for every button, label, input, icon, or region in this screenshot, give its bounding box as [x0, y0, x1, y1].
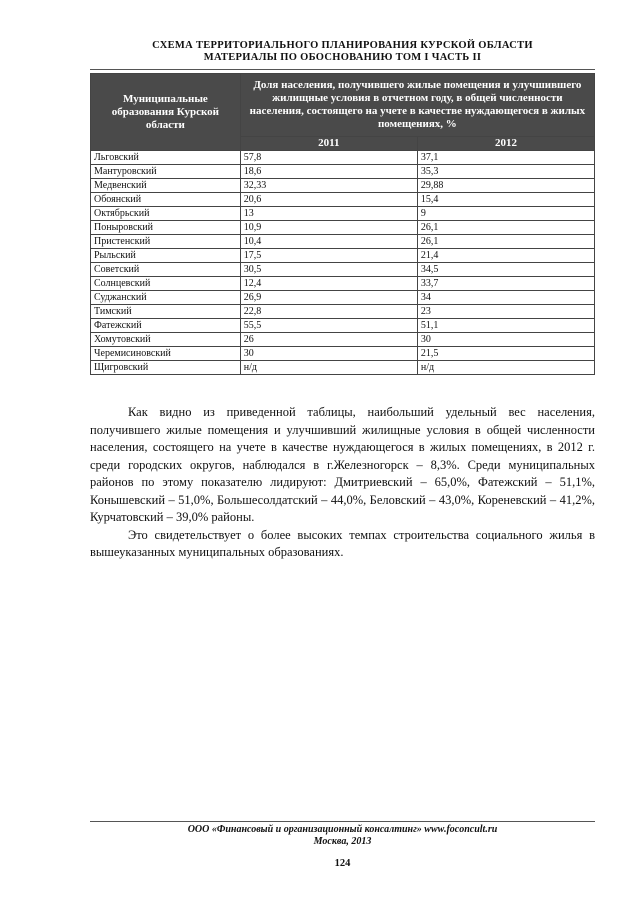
table-row	[91, 347, 595, 361]
header-title: СХЕМА ТЕРРИТОРИАЛЬНОГО ПЛАНИРОВАНИЯ КУРСКОЙ ОБЛАСТИ	[152, 40, 533, 51]
value-2012-cell: 26,1	[417, 235, 594, 249]
value-2012-cell: 33,7	[417, 277, 594, 291]
table-row	[91, 179, 595, 193]
municipality-cell: Мантуровский	[91, 165, 241, 179]
municipality-cell: Льговский	[91, 151, 241, 165]
value-2012-cell: 26,1	[417, 221, 594, 235]
population-housing-table	[90, 73, 595, 375]
value-2011-cell: 30,5	[240, 263, 417, 277]
page-footer	[90, 824, 595, 848]
value-2011-cell: 55,5	[240, 319, 417, 333]
value-2011-cell: 12,4	[240, 277, 417, 291]
table-row	[91, 249, 595, 263]
municipality-cell: Щигровский	[91, 361, 241, 375]
table-row	[91, 333, 595, 347]
value-2012-cell: 37,1	[417, 151, 594, 165]
value-2012-cell: 30	[417, 333, 594, 347]
header-subtitle: МАТЕРИАЛЫ ПО ОБОСНОВАНИЮ ТОМ I ЧАСТЬ II	[203, 52, 482, 63]
value-2011-cell: 13	[240, 207, 417, 221]
municipality-cell: Рыльский	[91, 249, 241, 263]
municipality-cell: Хомутовский	[91, 333, 241, 347]
table-row	[91, 263, 595, 277]
value-2011-cell: 18,6	[240, 165, 417, 179]
value-2012-cell: 23	[417, 305, 594, 319]
value-2012-cell: 29,88	[417, 179, 594, 193]
value-2012-cell: 51,1	[417, 319, 594, 333]
table-row	[91, 319, 595, 333]
value-2011-cell: 10,4	[240, 235, 417, 249]
municipality-cell: Медвенский	[91, 179, 241, 193]
municipality-cell: Октябрьский	[91, 207, 241, 221]
value-2011-cell: 26	[240, 333, 417, 347]
body-text	[90, 404, 595, 562]
paragraph-analysis: Как видно из приведенной таблицы, наибольший удельный вес населения, получившего жилые помещения и улучшивший жилищные условия в общей численности населения, состоящего на учете в качестве нуждающегося в жилых помещениях, в 2012 г. среди городских округов, наблюдался в г.Железногорск – 8,3%. Среди муниципальных районов по этому показателю лидируют: Дмитриевский – 65,0%, Фатежский – 51,1%, Конышевский – 51,0%, Большесолдатский – 44,0%, Беловский – 43,0%, Кореневский – 41,2%, Курчатовский – 39,0% районы.	[90, 405, 595, 524]
table-row	[91, 235, 595, 249]
value-2011-cell: н/д	[240, 361, 417, 375]
header-divider	[90, 69, 595, 70]
value-2011-cell: 22,8	[240, 305, 417, 319]
value-2012-cell: 34,5	[417, 263, 594, 277]
municipality-cell: Обоянский	[91, 193, 241, 207]
value-2012-cell: 21,5	[417, 347, 594, 361]
footer-divider	[90, 821, 595, 822]
municipality-cell: Тимский	[91, 305, 241, 319]
municipality-cell: Солнцевский	[91, 277, 241, 291]
footer-city-year: Москва, 2013	[313, 836, 372, 847]
value-2011-cell: 32,33	[240, 179, 417, 193]
value-2011-cell: 10,9	[240, 221, 417, 235]
footer-company: ООО «Финансовый и организационный консалтинг» www.foconcult.ru	[187, 824, 498, 835]
table-row	[91, 291, 595, 305]
value-2012-cell: 35,3	[417, 165, 594, 179]
table-body	[91, 151, 595, 375]
table-row	[91, 151, 595, 165]
value-2012-cell: 15,4	[417, 193, 594, 207]
value-2012-cell: 9	[417, 207, 594, 221]
value-2011-cell: 26,9	[240, 291, 417, 305]
column-header-2011: 2011	[240, 137, 417, 151]
value-2012-cell: н/д	[417, 361, 594, 375]
value-2012-cell: 21,4	[417, 249, 594, 263]
column-header-2012: 2012	[417, 137, 594, 151]
table-row	[91, 277, 595, 291]
table-row	[91, 305, 595, 319]
page-header	[90, 40, 595, 64]
value-2011-cell: 57,8	[240, 151, 417, 165]
page-number: 124	[334, 858, 351, 869]
municipality-cell: Черемисиновский	[91, 347, 241, 361]
table-row	[91, 193, 595, 207]
paragraph-conclusion: Это свидетельствует о более высоких темпах строительства социального жилья в вышеуказанных муниципальных образованиях.	[90, 527, 595, 559]
municipality-cell: Пристенский	[91, 235, 241, 249]
value-2011-cell: 17,5	[240, 249, 417, 263]
municipality-cell: Фатежский	[91, 319, 241, 333]
value-2012-cell: 34	[417, 291, 594, 305]
municipality-cell: Поныровский	[91, 221, 241, 235]
value-2011-cell: 30	[240, 347, 417, 361]
municipality-cell: Советский	[91, 263, 241, 277]
value-2011-cell: 20,6	[240, 193, 417, 207]
table-row	[91, 221, 595, 235]
table-row	[91, 165, 595, 179]
column-header-municipality: Муниципальные образования Курской области	[91, 74, 241, 151]
table-row	[91, 361, 595, 375]
column-header-share: Доля населения, получившего жилые помещения и улучшившего жилищные условия в отчетном году, в общей численности населения, состоящего на учете в качестве нуждающегося в жилых помещениях, %	[240, 74, 594, 137]
table-row	[91, 207, 595, 221]
municipality-cell: Суджанский	[91, 291, 241, 305]
